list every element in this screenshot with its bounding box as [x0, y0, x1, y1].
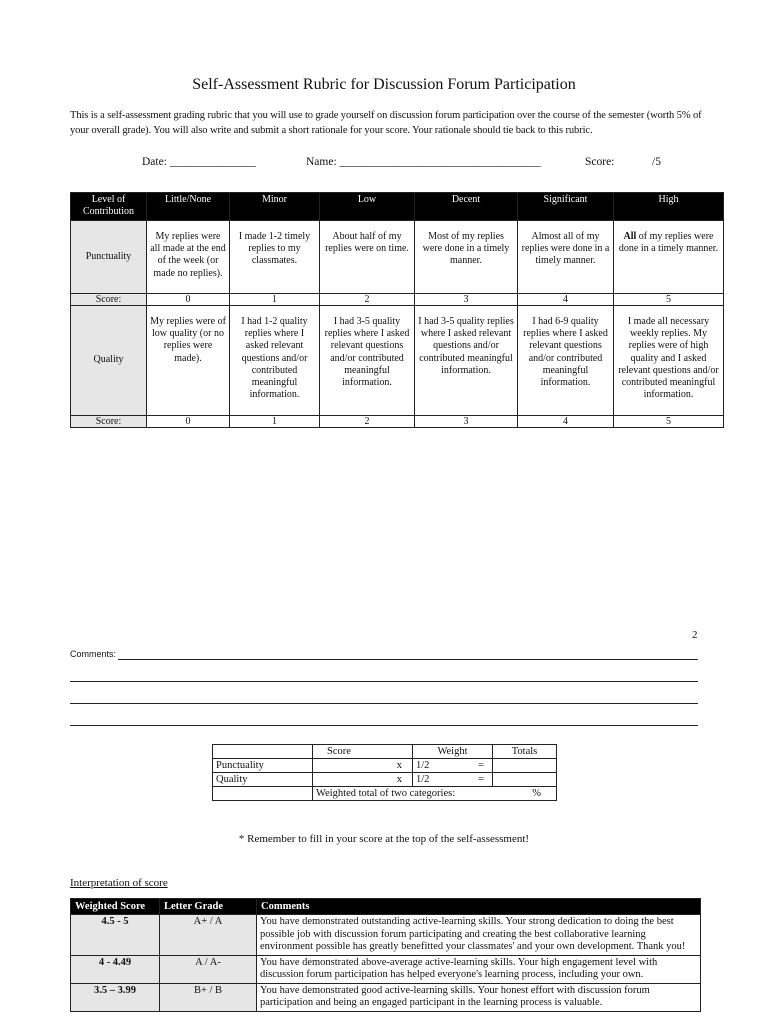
weights-row-quality [213, 773, 557, 787]
weights-header [213, 745, 313, 759]
weights-header: Score [313, 745, 413, 759]
rubric-header: Low [320, 193, 415, 221]
score-field[interactable]: /5 [652, 156, 661, 168]
rubric-cell: I made all necessary weekly replies. My replies were of high quality and I asked relevant questions and/or contributed meaningful information. [614, 306, 724, 416]
weighted-total-cell[interactable] [313, 787, 557, 801]
punctuality-row [71, 221, 724, 294]
weights-header-row [213, 745, 557, 759]
emphasis-text: All [623, 231, 637, 242]
interpretation-row [71, 955, 701, 983]
score-value: 1 [230, 416, 320, 428]
comments-label: Comments: [70, 649, 117, 659]
score-value: 0 [147, 294, 230, 306]
weighted-score-table [212, 744, 557, 801]
rubric-header: Level of Contribution [71, 193, 147, 221]
document-title: Self-Assessment Rubric for Discussion Forum Participation [192, 76, 576, 93]
equals-sign: = [478, 774, 484, 785]
percent-sign: % [532, 788, 541, 799]
intro-paragraph: This is a self-assessment grading rubric that you will use to grade yourself on discussion forum participation over the course of the semester (worth 5% of your overall grade). You will also write and submit a short rationale for your score. Your rationale should tie back to this rubric. [70, 110, 702, 136]
cell-text: of my replies were done in a timely manner. [618, 231, 719, 255]
letter-grade: A+ / A [160, 915, 257, 956]
punctuality-score-row [71, 294, 724, 306]
grade-comment: You have demonstrated above-average active-learning skills. Your high engagement level with discussion forum participation has helped everyone's learning process, including your own. [257, 955, 701, 983]
score-value: 2 [320, 416, 415, 428]
weights-row-punctuality [213, 759, 557, 773]
rubric-cell: My replies were of low quality (or no replies were made). [147, 306, 230, 416]
rubric-cell: About half of my replies were on time. [320, 221, 415, 294]
quality-score-row [71, 416, 724, 428]
interpretation-header: Letter Grade [160, 899, 257, 915]
weights-header: Weight [413, 745, 493, 759]
score-value: 0 [147, 416, 230, 428]
weight-value: 1/2 [416, 774, 430, 785]
rubric-cell: I had 6-9 quality replies where I asked relevant questions and/or contributed meaningful information. [518, 306, 614, 416]
score-value: 2 [320, 294, 415, 306]
empty-cell [213, 787, 313, 801]
score-input-cell[interactable]: x [313, 773, 413, 787]
comments-field[interactable] [70, 649, 698, 660]
weighted-score: 4 - 4.49 [71, 955, 160, 983]
rubric-cell: I made 1-2 timely replies to my classmates. [230, 221, 320, 294]
date-field[interactable]: Date: _______________ [142, 156, 257, 168]
rubric-header: Minor [230, 193, 320, 221]
weighted-score: 4.5 - 5 [71, 915, 160, 956]
score-label: Score: [71, 416, 147, 428]
rubric-header: Little/None [147, 193, 230, 221]
rubric-cell [614, 221, 724, 294]
letter-grade: B+ / B [160, 983, 257, 1011]
rubric-cell: Most of my replies were done in a timely manner. [415, 221, 518, 294]
weights-total-row [213, 787, 557, 801]
category-label: Quality [213, 773, 313, 787]
quality-row [71, 306, 724, 416]
equals-sign: = [478, 760, 484, 771]
rubric-header: High [614, 193, 724, 221]
score-value: 4 [518, 416, 614, 428]
interpretation-heading: Interpretation of score [70, 877, 168, 889]
score-value: 5 [614, 294, 724, 306]
interpretation-header-row [71, 899, 701, 915]
rubric-cell: I had 3-5 quality replies where I asked relevant questions and/or contributed meaningful information. [415, 306, 518, 416]
score-value: 3 [415, 416, 518, 428]
rubric-header: Decent [415, 193, 518, 221]
rubric-header-row [71, 193, 724, 221]
comment-line[interactable] [70, 681, 698, 682]
rubric-cell: Almost all of my replies were done in a timely manner. [518, 221, 614, 294]
score-value: 1 [230, 294, 320, 306]
grade-comment: You have demonstrated outstanding active-learning skills. Your strong dedication to doing the best possible job with discussion forum participating and creating the best collaborative learning environment possible has greatly benefitted your classmates' and your own development. Thank you! [257, 915, 701, 956]
total-cell[interactable] [493, 773, 557, 787]
page-number: 2 [692, 629, 698, 641]
comment-line[interactable] [70, 703, 698, 704]
rubric-header: Significant [518, 193, 614, 221]
weight-cell [413, 773, 493, 787]
interpretation-header: Comments [257, 899, 701, 915]
score-input-cell[interactable]: x [313, 759, 413, 773]
total-cell[interactable] [493, 759, 557, 773]
score-value: 5 [614, 416, 724, 428]
row-label: Punctuality [71, 221, 147, 294]
score-label: Score: [585, 156, 615, 168]
rubric-cell: My replies were all made at the end of the week (or made no replies). [147, 221, 230, 294]
reminder-note: * Remember to fill in your score at the top of the self-assessment! [238, 833, 530, 845]
name-field[interactable]: Name: ___________________________________ [306, 156, 541, 168]
weighted-score: 3.5 – 3.99 [71, 983, 160, 1011]
category-label: Punctuality [213, 759, 313, 773]
interpretation-table [70, 898, 701, 1012]
interpretation-row [71, 983, 701, 1011]
comment-line[interactable] [70, 725, 698, 726]
weight-cell [413, 759, 493, 773]
letter-grade: A / A- [160, 955, 257, 983]
comment-line[interactable] [118, 649, 698, 660]
grade-comment: You have demonstrated good active-learning skills. Your honest effort with discussion forum participation and being an engaged participant in the learning process is valuable. [257, 983, 701, 1011]
score-label: Score: [71, 294, 147, 306]
score-value: 4 [518, 294, 614, 306]
score-value: 3 [415, 294, 518, 306]
rubric-table [70, 192, 724, 428]
row-label: Quality [71, 306, 147, 416]
rubric-cell: I had 3-5 quality replies where I asked relevant questions and/or contributed meaningful information. [320, 306, 415, 416]
rubric-cell: I had 1-2 quality replies where I asked relevant questions and/or contributed meaningful information. [230, 306, 320, 416]
interpretation-header: Weighted Score [71, 899, 160, 915]
weight-value: 1/2 [416, 760, 430, 771]
weighted-total-label: Weighted total of two categories: [316, 788, 456, 799]
weights-header: Totals [493, 745, 557, 759]
interpretation-row [71, 915, 701, 956]
